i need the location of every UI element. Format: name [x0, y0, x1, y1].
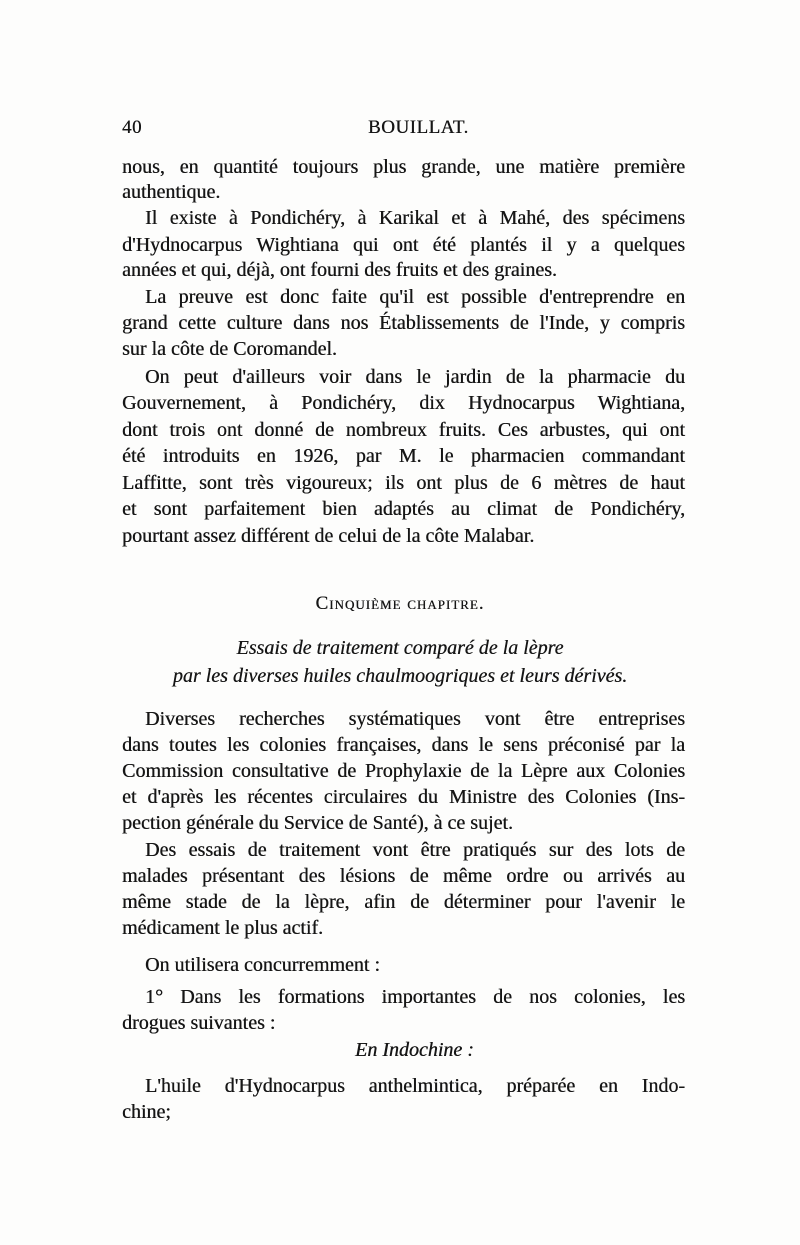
text-line: sur la côte de Coromandel.: [122, 338, 337, 360]
text-line: dans toutes les colonies françaises, dans le sens préconisé par la: [122, 734, 685, 756]
subheading: En Indochine :: [355, 1039, 474, 1061]
text-line: dont trois ont donné de nombreux fruits. Ces arbustes, qui ont: [122, 419, 685, 441]
text-line: La preuve est donc faite qu'il est possible d'entreprendre en: [145, 286, 685, 308]
text-line: années et qui, déjà, ont fourni des fruits et des graines.: [122, 259, 557, 281]
text-line: même stade de la lèpre, afin de déterminer pour l'avenir le: [122, 891, 685, 913]
text-line: malades présentant des lésions de même ordre ou arrivés au: [122, 865, 685, 887]
text-line: Commission consultative de Prophylaxie de la Lèpre aux Colonies: [122, 760, 685, 782]
text-line: Gouvernement, à Pondichéry, dix Hydnocarpus Wightiana,: [122, 392, 685, 414]
text-line: Laffitte, sont très vigoureux; ils ont plus de 6 mètres de haut: [122, 472, 685, 494]
chapter-heading: Cinquième chapitre.: [315, 593, 485, 614]
running-title: BOUILLAT.: [368, 117, 469, 138]
text-line: Il existe à Pondichéry, à Karikal et à Mahé, des spécimens: [145, 207, 685, 229]
chapter-title-line: Essais de traitement comparé de la lèpre: [236, 637, 564, 659]
text-line: L'huile d'Hydnocarpus anthelmintica, préparée en Indo-: [145, 1075, 685, 1097]
text-line: chine;: [122, 1101, 171, 1123]
text-line: nous, en quantité toujours plus grande, une matière première: [122, 156, 685, 178]
text-line: On peut d'ailleurs voir dans le jardin de la pharmacie du: [145, 366, 685, 388]
chapter-title-line: par les diverses huiles chaulmoogriques et leurs dérivés.: [172, 665, 628, 687]
text-line: et d'après les récentes circulaires du Ministre des Colonies (Ins-: [122, 786, 685, 808]
text-line: médicament le plus actif.: [122, 917, 324, 939]
text-line: été introduits en 1926, par M. le pharmacien commandant: [122, 445, 685, 467]
text-line: drogues suivantes :: [122, 1012, 276, 1034]
text-line: d'Hydnocarpus Wightiana qui ont été plantés il y a quelques: [122, 234, 685, 256]
text-line: et sont parfaitement bien adaptés au climat de Pondichéry,: [122, 498, 685, 520]
text-line: Des essais de traitement vont être pratiqués sur des lots de: [145, 839, 685, 861]
text-line: On utilisera concurremment :: [145, 954, 380, 976]
page-number: 40: [122, 117, 142, 138]
text-line: authentique.: [122, 181, 221, 203]
text-line: pection générale du Service de Santé), à ce sujet.: [122, 812, 513, 834]
text-line: Diverses recherches systématiques vont être entreprises: [145, 708, 685, 730]
text-line: pourtant assez différent de celui de la côte Malabar.: [122, 525, 535, 547]
text-line: 1° Dans les formations importantes de nos colonies, les: [145, 986, 685, 1008]
text-line: grand cette culture dans nos Établissements de l'Inde, y compris: [122, 312, 685, 334]
